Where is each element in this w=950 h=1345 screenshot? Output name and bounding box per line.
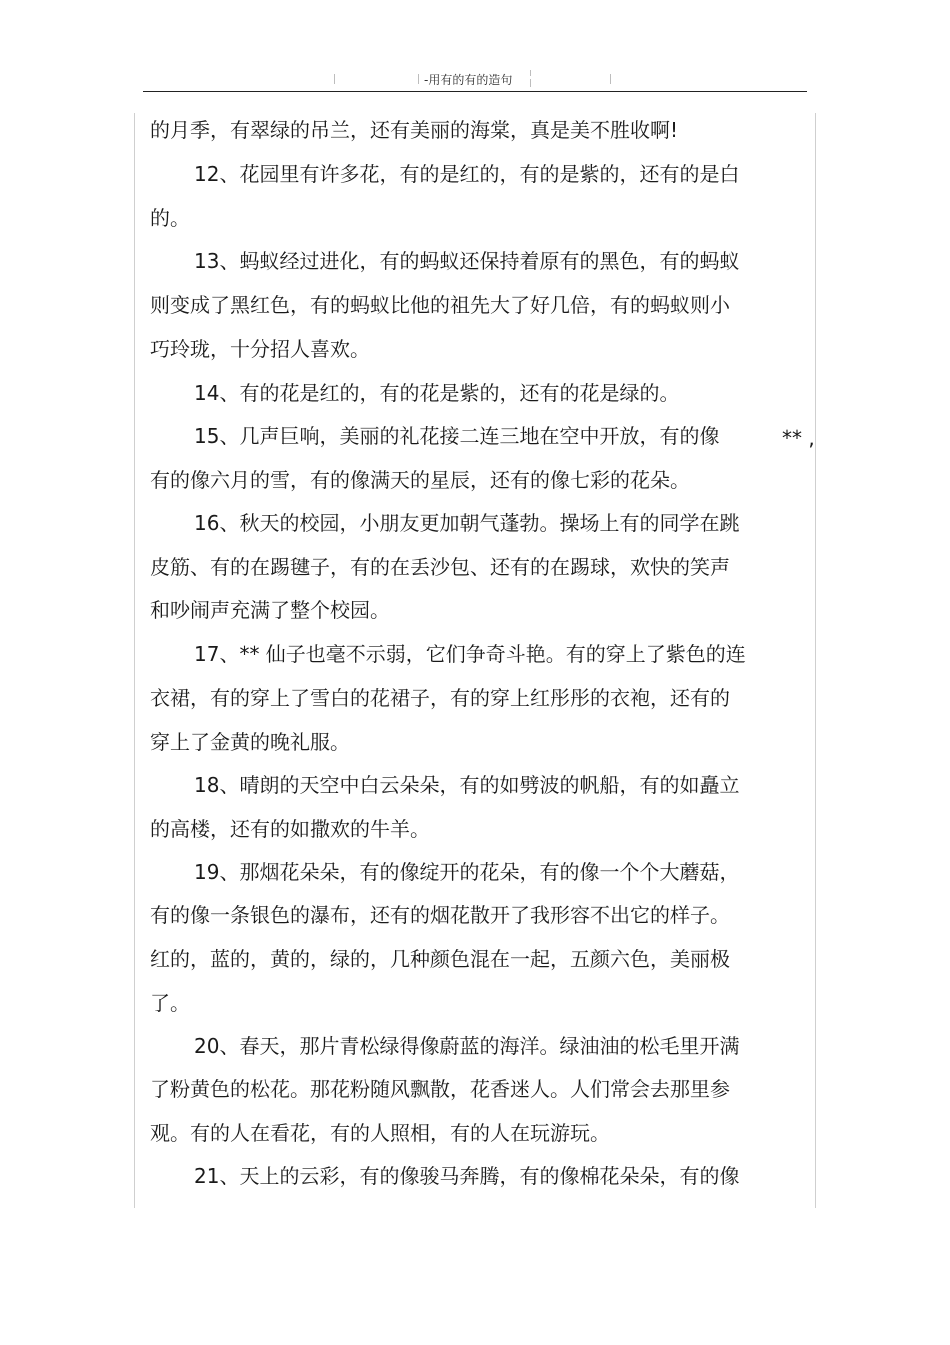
text-line: 和吵闹声充满了整个校园。 bbox=[150, 598, 390, 622]
text-line: 的。 bbox=[150, 206, 190, 230]
text-line: 15、几声巨响，美丽的礼花接二连三地在空中开放，有的像 bbox=[194, 424, 720, 448]
right-margin-line bbox=[815, 113, 816, 1208]
text-line: 13、蚂蚁经过进化，有的蚂蚁还保持着原有的黑色，有的蚂蚁 bbox=[194, 249, 740, 273]
text-line: 巧玲珑，十分招人喜欢。 bbox=[150, 337, 370, 361]
text-line: 14、有的花是红的，有的花是紫的，还有的花是绿的。 bbox=[194, 381, 680, 405]
header-rule bbox=[143, 91, 807, 92]
text-line: 12、花园里有许多花，有的是红的，有的是紫的，还有的是白 bbox=[194, 162, 740, 186]
text-line: 19、那烟花朵朵，有的像绽开的花朵，有的像一个个大蘑菇， bbox=[194, 860, 740, 884]
text-line: 的月季，有翠绿的吊兰，还有美丽的海棠，真是美不胜收啊! bbox=[150, 118, 679, 142]
redacted-stars: ** , bbox=[782, 426, 815, 450]
header-tick-mark bbox=[418, 74, 419, 84]
text-line: 16、秋天的校园，小朋友更加朝气蓬勃。操场上有的同学在跳 bbox=[194, 511, 740, 535]
text-line: 了粉黄色的松花。那花粉随风飘散，花香迷人。人们常会去那里参 bbox=[150, 1077, 730, 1101]
left-margin-line bbox=[134, 113, 135, 1208]
text-line: 21、天上的云彩，有的像骏马奔腾，有的像棉花朵朵，有的像 bbox=[194, 1164, 740, 1188]
text-line: 有的像六月的雪，有的像满天的星辰，还有的像七彩的花朵。 bbox=[150, 468, 690, 492]
header-tick-mark bbox=[530, 79, 531, 87]
text-line: 了。 bbox=[150, 991, 190, 1015]
text-line: 有的像一条银色的瀑布，还有的烟花散开了我形容不出它的样子。 bbox=[150, 903, 730, 927]
text-line: 穿上了金黄的晚礼服。 bbox=[150, 730, 350, 754]
text-line: 皮筋、有的在踢毽子，有的在丢沙包、还有的在踢球，欢快的笑声 bbox=[150, 555, 730, 579]
text-line: 的高楼，还有的如撒欢的牛羊。 bbox=[150, 817, 430, 841]
header-tick-mark bbox=[610, 74, 611, 84]
header-title: -用有的有的造句 bbox=[424, 73, 513, 87]
page-header bbox=[0, 62, 950, 92]
header-tick-mark bbox=[530, 70, 531, 76]
text-line: 观。有的人在看花，有的人照相，有的人在玩游玩。 bbox=[150, 1121, 610, 1145]
text-line: 则变成了黑红色，有的蚂蚁比他的祖先大了好几倍，有的蚂蚁则小 bbox=[150, 293, 730, 317]
text-line: 18、晴朗的天空中白云朵朵，有的如劈波的帆船，有的如矗立 bbox=[194, 773, 740, 797]
text-line: 红的，蓝的，黄的，绿的，几种颜色混在一起，五颜六色，美丽极 bbox=[150, 947, 730, 971]
text-line: 17、** 仙子也毫不示弱，它们争奇斗艳。有的穿上了紫色的连 bbox=[194, 642, 746, 666]
text-line: 20、春天，那片青松绿得像蔚蓝的海洋。绿油油的松毛里开满 bbox=[194, 1034, 740, 1058]
header-tick-mark bbox=[334, 74, 335, 84]
text-line: 衣裙，有的穿上了雪白的花裙子，有的穿上红彤彤的衣袍，还有的 bbox=[150, 686, 730, 710]
